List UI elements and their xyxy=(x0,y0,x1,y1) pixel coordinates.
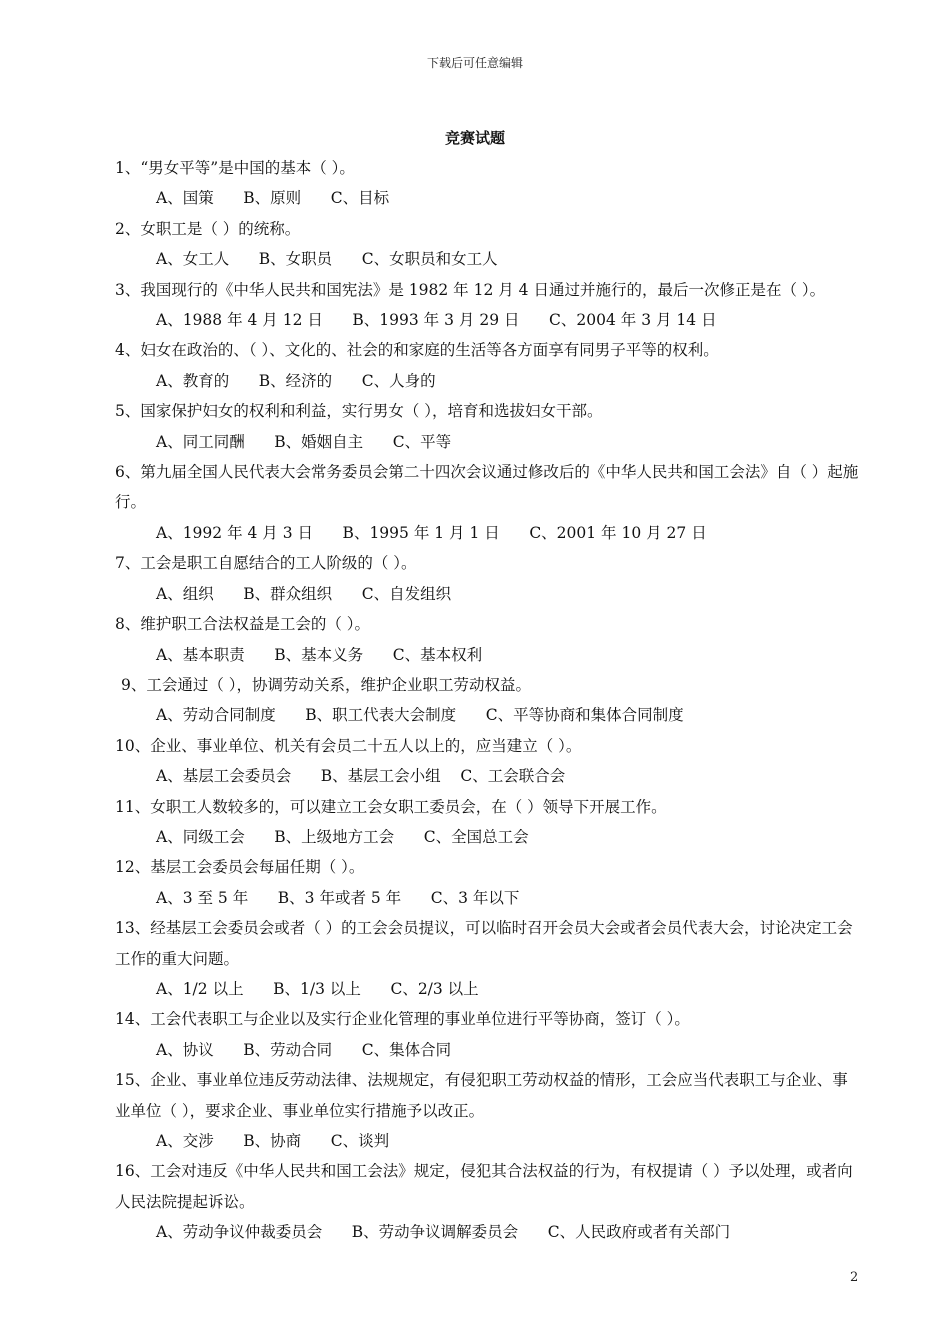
question-stem: 10、企业、事业单位、机关有会员二十五人以上的，应当建立（ ）。 xyxy=(115,736,582,755)
question-12 xyxy=(115,852,860,913)
question-options: A、同工同酬 B、婚姻自主 C、平等 xyxy=(156,432,452,451)
question-3 xyxy=(115,275,860,336)
question-options: A、劳动争议仲裁委员会 B、劳动争议调解委员会 C、人民政府或者有关部门 xyxy=(156,1223,731,1242)
question-options: A、组织 B、群众组织 C、自发组织 xyxy=(156,584,452,603)
question-13 xyxy=(115,913,860,1004)
question-7 xyxy=(115,548,860,609)
page-number: 2 xyxy=(850,1270,859,1285)
question-options: A、基层工会委员会 B、基层工会小组 C、工会联合会 xyxy=(156,767,566,786)
question-options: A、教育的 B、经济的 C、人身的 xyxy=(156,371,436,390)
question-14 xyxy=(115,1004,860,1065)
question-stem: 2、女职工是（ ）的统称。 xyxy=(115,219,301,238)
question-options: A、1992 年 4 月 3 日 B、1995 年 1 月 1 日 C、2001 年 10 月 27 日 xyxy=(156,523,707,542)
question-stem: 11、女职工人数较多的，可以建立工会女职工委员会，在（ ）领导下开展工作。 xyxy=(115,797,667,816)
page-title: 竞赛试题 xyxy=(444,129,505,147)
question-11 xyxy=(115,792,860,853)
question-options: A、1988 年 4 月 12 日 B、1993 年 3 月 29 日 C、2004 年 3 月 14 日 xyxy=(156,311,717,330)
question-options: A、同级工会 B、上级地方工会 C、全国总工会 xyxy=(156,827,529,846)
question-options: A、交涉 B、协商 C、谈判 xyxy=(156,1132,390,1150)
question-10 xyxy=(115,731,860,792)
question-stem: 16、工会对违反《中华人民共和国工会法》规定，侵犯其合法权益的行为，有权提请（ ）予以处理，或者向人民法院提起诉讼。 xyxy=(115,1162,853,1211)
question-options: A、国策 B、原则 C、目标 xyxy=(156,189,390,208)
question-stem: 6、第九届全国人民代表大会常务委员会第二十四次会议通过修改后的《中华人民共和国工会法》自（ ）起施行。 xyxy=(115,463,859,512)
question-6 xyxy=(115,457,860,548)
question-options: A、1/2 以上 B、1/3 以上 C、2/3 以上 xyxy=(156,979,479,998)
question-stem: 5、国家保护妇女的权利和利益，实行男女（ ），培育和选拔妇女干部。 xyxy=(115,402,603,421)
question-stem: 4、妇女在政治的、（ ）、文化的、社会的和家庭的生活等各方面享有同男子平等的权利。 xyxy=(115,341,719,360)
question-5 xyxy=(115,396,860,457)
question-stem: 12、基层工会委员会每届任期（ ）。 xyxy=(115,858,365,877)
question-4 xyxy=(115,335,860,396)
question-15 xyxy=(115,1065,860,1156)
question-2 xyxy=(115,214,860,275)
question-16 xyxy=(115,1156,860,1247)
header-note: 下载后可任意编辑 xyxy=(426,56,523,70)
question-stem: 15、企业、事业单位违反劳动法律、法规规定，有侵犯职工劳动权益的情形，工会应当代表职工与企业、事业单位（ ），要求企业、事业单位实行措施予以改正。 xyxy=(115,1071,848,1120)
question-8 xyxy=(115,609,860,670)
question-options: A、协议 B、劳动合同 C、集体合同 xyxy=(156,1040,452,1059)
question-list xyxy=(115,153,860,1248)
question-1 xyxy=(115,153,860,214)
question-stem: 1、“男女平等”是中国的基本（ ）。 xyxy=(115,159,355,177)
question-options: A、劳动合同制度 B、职工代表大会制度 C、平等协商和集体合同制度 xyxy=(156,706,684,725)
question-stem: 14、工会代表职工与企业以及实行企业化管理的事业单位进行平等协商，签订（ ）。 xyxy=(115,1010,690,1029)
question-9 xyxy=(115,670,860,731)
question-stem: 8、维护职工合法权益是工会的（ ）。 xyxy=(115,615,371,634)
question-options: A、3 至 5 年 B、3 年或者 5 年 C、3 年以下 xyxy=(156,888,520,907)
question-options: A、基本职责 B、基本义务 C、基本权利 xyxy=(156,645,483,664)
question-stem: 3、我国现行的《中华人民共和国宪法》是 1982 年 12 月 4 日通过并施行的，最后一次修正是在（ ）。 xyxy=(115,280,826,299)
question-options: A、女工人 B、女职员 C、女职员和女工人 xyxy=(156,250,498,269)
question-stem: 9、工会通过（ ），协调劳动关系，维护企业职工劳动权益。 xyxy=(121,675,532,694)
question-stem: 7、工会是职工自愿结合的工人阶级的（ ）。 xyxy=(115,554,417,573)
question-stem: 13、经基层工会委员会或者（ ）的工会会员提议，可以临时召开会员大会或者会员代表大会，讨论决定工会工作的重大问题。 xyxy=(115,919,853,968)
